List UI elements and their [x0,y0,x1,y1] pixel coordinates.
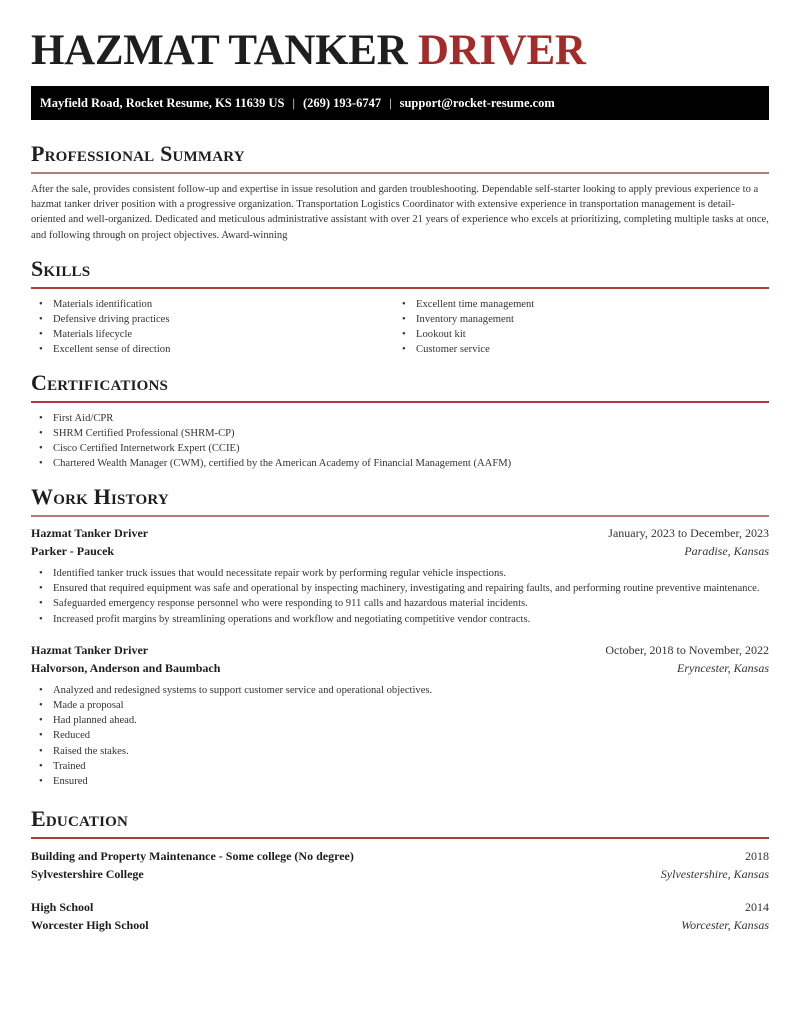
skills-list-right [394,297,757,358]
skills-list-left [31,297,394,358]
job-bullet: • Reduced [31,728,769,743]
job-bullet: • Ensured [31,774,769,789]
job-location: Paradise, Kansas [684,544,769,558]
skill-item: • Customer service [394,342,757,357]
job-header-row [31,641,769,659]
job-location: Eryncester, Kansas [677,660,769,675]
summary-section [31,141,769,243]
skill-item: • Materials lifecycle [31,327,394,342]
job-company: Halvorson, Anderson and Baumbach [31,660,221,675]
certification-item: • Cisco Certified Internetwork Expert (CCIE) [31,441,769,456]
job-dates: January, 2023 to December, 2023 [608,526,769,540]
education-school: Sylvestershire College [31,866,144,881]
contact-bar [31,86,769,120]
education-year: 2014 [745,899,769,914]
job-bullet: • Ensured that required equipment was safe and operational by inspecting machinery, investigating and repairing faults, and performing routine preventive maintenance. [31,581,769,596]
section-divider [31,172,769,174]
education-section [31,806,769,934]
education-entry [31,847,769,883]
job-entry [31,524,769,627]
job-bullets [31,683,769,789]
education-header-row [31,898,769,916]
contact-address: Mayfield Road, Rocket Resume, KS 11639 US [40,95,285,110]
skill-item: • Lookout kit [394,327,757,342]
education-school-row [31,865,769,883]
skill-item: • Materials identification [31,297,394,312]
contact-phone[interactable]: (269) 193-6747 [302,95,382,110]
education-year: 2018 [745,848,769,863]
certification-item: • SHRM Certified Professional (SHRM-CP) [31,426,769,441]
job-bullet: • Safeguarded emergency response personnel who were responding to 911 calls and hazardous material incidents. [31,596,769,611]
job-company-row [31,659,769,677]
section-divider [31,515,769,517]
job-bullet: • Identified tanker truck issues that would necessitate repair work by performing regular vehicle inspections. [31,566,769,581]
skill-item: • Excellent time management [394,297,757,312]
resume-title [31,28,586,74]
title-accent: DRIVER [417,27,586,74]
job-bullet: • Raised the stakes. [31,744,769,759]
job-bullet: • Had planned ahead. [31,713,769,728]
contact-separator: | [389,95,392,110]
job-role: Hazmat Tanker Driver [31,642,149,657]
job-bullets [31,566,769,627]
title-main: HAZMAT TANKER [31,27,408,74]
summary-text: After the sale, provides consistent follow-up and expertise in issue resolution and garden troubleshooting. Dependable self-starter looking to apply previous experience to a hazmat tanker driver position with a progressive organization. Transportation Logistics Coordinator with extensive experience in transportation management is detail-oriented and well-organized. Dedicated and meticulous administrative assistant with over 21 years of experience who excels at prioritizing, completing multiple tasks at once, and following through on project objectives. Award-winning [31,184,769,241]
education-degree: High School [31,899,94,914]
job-role: Hazmat Tanker Driver [31,526,149,540]
job-bullet: • Increased profit margins by streamlining operations and workflow and negotiating competitive vendor contracts. [31,612,769,627]
education-location: Sylvestershire, Kansas [660,866,769,881]
section-divider [31,837,769,839]
skill-item: • Defensive driving practices [31,312,394,327]
contact-separator: | [292,95,295,110]
section-title-skills: Skills [31,256,91,281]
section-title-work-history: Work History [31,484,169,509]
certification-item: • Chartered Wealth Manager (CWM), certified by the American Academy of Financial Management (AAFM) [31,456,769,471]
job-header-row [31,524,769,542]
skill-item: • Excellent sense of direction [31,342,394,357]
education-school: Worcester High School [31,917,149,932]
education-entry [31,898,769,934]
contact-email[interactable]: support@rocket-resume.com [399,95,555,110]
education-school-row [31,916,769,934]
job-entry [31,641,769,789]
skills-section [31,256,769,357]
skills-grid [31,289,769,358]
job-bullet: • Made a proposal [31,698,769,713]
skill-item: • Inventory management [394,312,757,327]
job-dates: October, 2018 to November, 2022 [605,642,769,657]
education-degree: Building and Property Maintenance - Some college (No degree) [31,848,354,863]
section-title-summary: Professional Summary [31,141,245,166]
job-bullet: • Trained [31,759,769,774]
certifications-list [31,411,769,472]
section-title-certifications: Certifications [31,370,169,395]
job-bullet: • Analyzed and redesigned systems to support customer service and operational objectives. [31,683,769,698]
education-header-row [31,847,769,865]
certification-item: • First Aid/CPR [31,411,769,426]
section-title-education: Education [31,806,129,831]
job-company: Parker - Paucek [31,544,115,558]
job-company-row [31,542,769,560]
certifications-section [31,370,769,471]
education-location: Worcester, Kansas [681,917,769,932]
work-history-section [31,484,769,789]
section-divider [31,401,769,403]
